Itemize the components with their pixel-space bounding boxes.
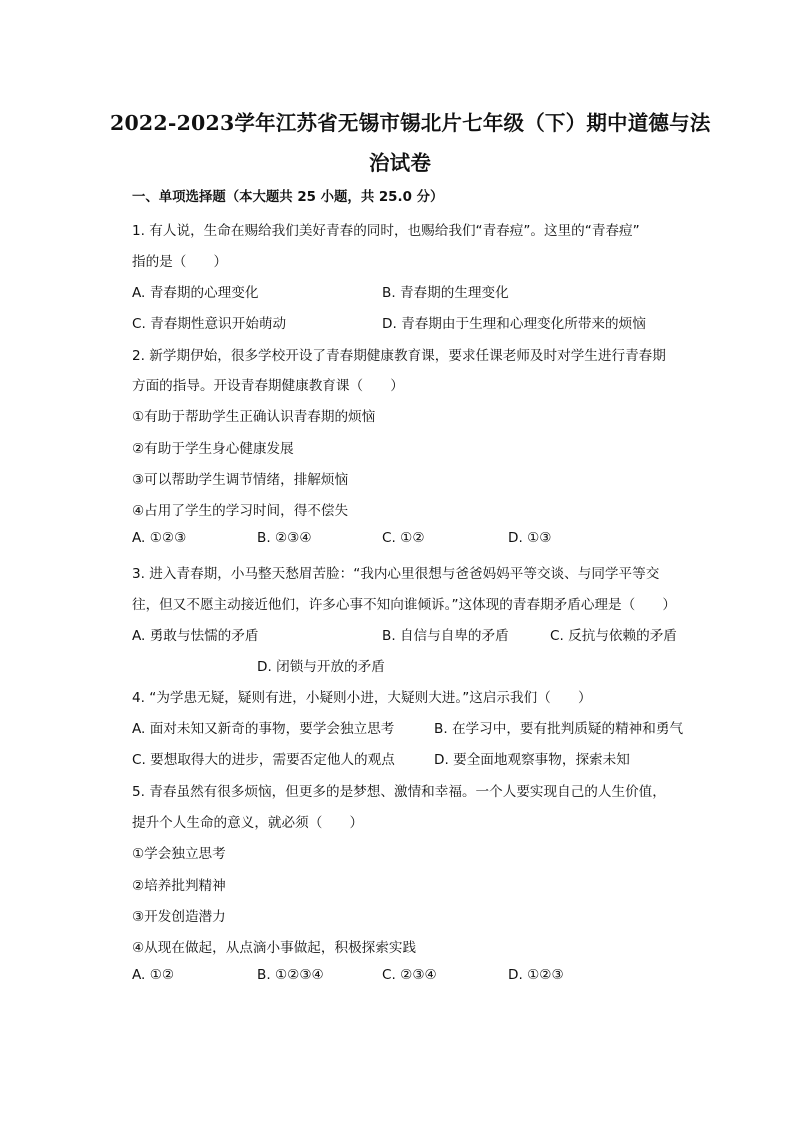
- question-3-option-b: B. 自信与自卑的矛盾: [382, 628, 509, 644]
- question-2-option-b: B. ②③④: [257, 530, 312, 546]
- question-1-option-d: D. 青春期由于生理和心理变化所带来的烦恼: [382, 316, 646, 332]
- question-1-option-b: B. 青春期的生理变化: [382, 285, 509, 301]
- question-4-option-a: A. 面对未知又新奇的事物，要学会独立思考: [132, 721, 395, 737]
- question-3-option-d: D. 闭锁与开放的矛盾: [257, 659, 385, 675]
- question-3-option-c: C. 反抗与依赖的矛盾: [550, 628, 677, 644]
- question-4-option-d: D. 要全面地观察事物，探索未知: [434, 752, 630, 768]
- question-5-option-d: D. ①②③: [508, 967, 564, 983]
- question-5-stem-line-2: 提升个人生命的意义，就必须（ ）: [132, 815, 364, 831]
- question-4-option-b: B. 在学习中，要有批判质疑的精神和勇气: [434, 721, 684, 737]
- question-4-stem-line-1: 4. “为学患无疑，疑则有进，小疑则小进，大疑则大进。”这启示我们（ ）: [132, 690, 592, 706]
- section-heading: 一、单项选择题（本大题共 25 小题，共 25.0 分）: [132, 190, 444, 205]
- page-title-line-2: 治试卷: [368, 151, 432, 175]
- question-5-option-a: A. ①②: [132, 967, 175, 983]
- question-2-item-3: ③可以帮助学生调节情绪，排解烦恼: [132, 472, 349, 488]
- question-5-item-2: ②培养批判精神: [132, 878, 226, 894]
- question-2-item-4: ④占用了学生的学习时间，得不偿失: [132, 503, 349, 519]
- question-2-option-c: C. ①②: [382, 530, 425, 546]
- question-3-stem-line-2: 往，但又不愿主动接近他们，许多心事不知向谁倾诉。”这体现的青春期矛盾心理是（ ）: [132, 597, 676, 613]
- question-1-option-a: A. 青春期的心理变化: [132, 285, 259, 301]
- question-1-stem-line-1: 1. 有人说，生命在赐给我们美好青春的同时，也赐给我们“青春痘”。这里的“青春痘”: [132, 223, 640, 239]
- question-5-option-c: C. ②③④: [382, 967, 437, 983]
- question-2-stem-line-1: 2. 新学期伊始，很多学校开设了青春期健康教育课，要求任课老师及时对学生进行青春期: [132, 348, 666, 364]
- question-5-item-1: ①学会独立思考: [132, 846, 226, 862]
- question-5-option-b: B. ①②③④: [257, 967, 324, 983]
- question-2-option-d: D. ①③: [508, 530, 552, 546]
- question-5-stem-line-1: 5. 青春虽然有很多烦恼，但更多的是梦想、激情和幸福。一个人要实现自己的人生价值，: [132, 784, 666, 800]
- page-title-line-1: 2022-2023学年江苏省无锡市锡北片七年级（下）期中道德与法: [110, 111, 711, 135]
- question-2-stem-line-2: 方面的指导。开设青春期健康教育课（ ）: [132, 378, 404, 394]
- question-2-option-a: A. ①②③: [132, 530, 187, 546]
- question-2-item-2: ②有助于学生身心健康发展: [132, 441, 294, 457]
- question-2-item-1: ①有助于帮助学生正确认识青春期的烦恼: [132, 409, 376, 425]
- question-4-option-c: C. 要想取得大的进步，需要否定他人的观点: [132, 752, 395, 768]
- question-1-option-c: C. 青春期性意识开始萌动: [132, 316, 287, 332]
- question-3-stem-line-1: 3. 进入青春期，小马整天愁眉苦脸：“我内心里很想与爸爸妈妈平等交谈、与同学平等交: [132, 566, 660, 582]
- question-1-stem-line-2: 指的是（ ）: [132, 254, 228, 270]
- question-5-item-3: ③开发创造潜力: [132, 909, 226, 925]
- question-5-item-4: ④从现在做起，从点滴小事做起，积极探索实践: [132, 940, 417, 956]
- question-3-option-a: A. 勇敢与怯懦的矛盾: [132, 628, 259, 644]
